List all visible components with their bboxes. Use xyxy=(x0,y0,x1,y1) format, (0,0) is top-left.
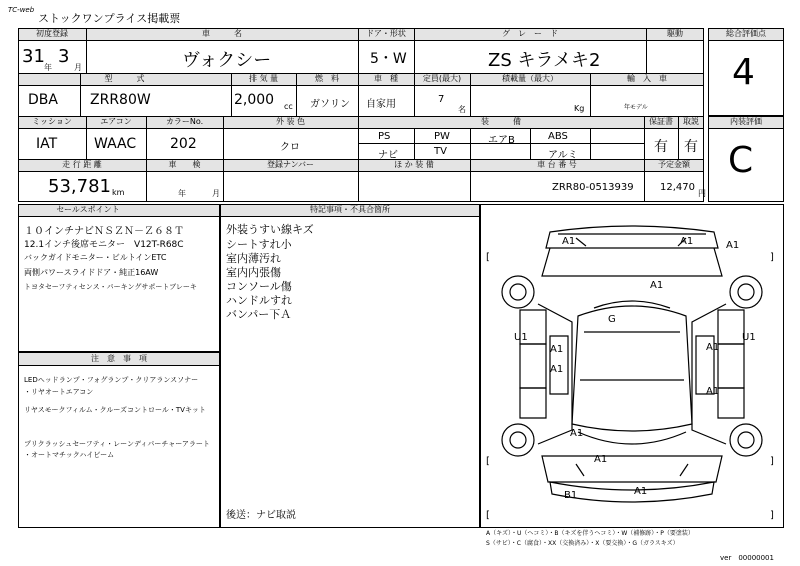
sales-point-title: セールスポイント xyxy=(56,205,120,214)
special-line: 室内内張傷 xyxy=(226,266,281,279)
special-line: 外装うすい線キズ xyxy=(226,223,314,236)
equip-pw: PW xyxy=(434,131,450,142)
aircon-value: WAAC xyxy=(94,136,137,152)
notes-line: ・リヤオートエアコン xyxy=(24,388,94,396)
car-damage-diagram xyxy=(480,204,784,528)
label-other-equip: ほ か 装 備 xyxy=(394,160,434,169)
damage-mark: A1 xyxy=(650,280,664,291)
damage-mark: A1 xyxy=(706,342,720,353)
manual-value: 有 xyxy=(684,139,698,155)
damage-mark: A1 xyxy=(706,386,720,397)
notes-line: リヤスモークフィルム・クルーズコントロール・TVキット xyxy=(24,406,206,414)
label-doors: ドア・形状 xyxy=(366,29,406,38)
import-unit: 年モデル xyxy=(624,104,648,111)
label-mission: ミッション xyxy=(32,117,72,126)
mileage-value: 53,781 xyxy=(48,176,111,197)
version-label: ver 00000001 xyxy=(720,554,774,562)
logo: TC-web xyxy=(8,6,35,14)
capacity-unit: 名 xyxy=(458,105,466,114)
equip-alloy: アルミ xyxy=(548,150,578,161)
damage-mark: A1 xyxy=(634,486,648,497)
bracket-mark: [ xyxy=(486,252,490,263)
damage-mark: U1 xyxy=(514,332,528,343)
label-import: 輸 入 車 xyxy=(627,74,667,83)
equip-navi: ナビ xyxy=(378,150,398,161)
damage-mark: G xyxy=(608,314,616,325)
doors-value: 5・W xyxy=(370,51,407,67)
label-aircon: エアコン xyxy=(100,117,132,126)
damage-mark: B1 xyxy=(564,490,578,501)
equip-abs: ABS xyxy=(548,131,568,142)
price-value: 12,470 xyxy=(660,182,695,193)
label-equipment: 装 備 xyxy=(481,117,521,126)
special-line: バンパー下Ａ xyxy=(226,308,292,321)
label-overall-score: 総合評価点 xyxy=(726,29,766,38)
page-title: ストックワンプライス掲載票 xyxy=(38,12,181,25)
label-interior-score: 内装評価 xyxy=(730,117,762,126)
special-line: コンソール傷 xyxy=(226,280,292,293)
label-fuel: 燃 料 xyxy=(315,74,339,83)
notes-line: LEDヘッドランプ・フォグランプ・クリアランスソナー xyxy=(24,376,199,384)
mission-value: IAT xyxy=(36,136,58,152)
label-price: 予定金額 xyxy=(658,160,690,169)
fuel-value: ガソリン xyxy=(310,99,350,110)
damage-mark: A1 xyxy=(550,344,564,355)
sales-line: １０インチナビＮＳＺＮ－Ｚ６８Ｔ xyxy=(24,226,184,237)
label-first-reg: 初度登録 xyxy=(36,29,68,38)
sales-line: トヨタセーフティセンス・パーキングサポートブレーキ xyxy=(24,283,197,291)
exterior-color: クロ xyxy=(280,142,300,153)
model-prefix: DBA xyxy=(28,92,58,108)
label-inspection: 車 検 xyxy=(168,160,201,169)
notes-line: プリクラッシュセーフティ・レーンディパーチャーアラート xyxy=(24,440,210,448)
overall-score: 4 xyxy=(732,52,755,93)
grade-value: ZS キラメキ2 xyxy=(488,50,601,71)
label-color-no: カラーNo. xyxy=(165,117,204,126)
damage-mark: A1 xyxy=(726,240,740,251)
equip-ps: PS xyxy=(378,131,391,142)
label-name: 車 名 xyxy=(202,29,242,38)
bracket-mark: ] xyxy=(770,252,774,263)
label-chassis: 車 台 番 号 xyxy=(537,160,577,169)
special-notes-title: 特記事項・不具合箇所 xyxy=(310,205,390,214)
special-line: ハンドルすれ xyxy=(226,294,292,307)
interior-score: C xyxy=(728,140,754,181)
label-exterior: 外 装 色 xyxy=(275,117,306,126)
special-footer: 後送：ナビ取説 xyxy=(226,510,296,521)
category-value: 自家用 xyxy=(366,99,396,110)
label-manual: 取説 xyxy=(683,117,699,126)
bracket-mark: [ xyxy=(486,510,490,521)
label-cc: 排 気 量 xyxy=(248,74,279,83)
equip-tv: TV xyxy=(434,146,447,157)
car-name: ヴォクシー xyxy=(182,50,272,71)
price-unit: 円 xyxy=(698,189,706,198)
displacement: 2,000 xyxy=(234,92,275,108)
warranty-value: 有 xyxy=(654,139,668,155)
label-grade: グ レ ー ド xyxy=(502,29,558,38)
special-line: 室内薄汚れ xyxy=(226,252,281,265)
sales-line: 12.1インチ後席モニター V12T-R68C xyxy=(24,240,184,250)
cc-unit: cc xyxy=(284,102,293,111)
bracket-mark: ] xyxy=(770,510,774,521)
mileage-unit: km xyxy=(112,188,125,197)
label-category: 車 種 xyxy=(374,74,398,83)
sales-line: バックガイドモニター・ビルトインETC xyxy=(24,253,167,262)
notes-line: ・オートマチックハイビーム xyxy=(24,451,115,459)
label-capacity: 定員(最大) xyxy=(422,74,462,83)
sales-line: 両側パワースライドドア・純正16AW xyxy=(24,268,159,277)
label-load: 積載量（最大） xyxy=(502,74,558,83)
capacity-value: 7 xyxy=(438,94,445,105)
inspection-month-unit: 月 xyxy=(212,189,220,198)
bracket-mark: ] xyxy=(770,456,774,467)
info-grid xyxy=(18,28,704,202)
notes-title: 注 意 事 項 xyxy=(91,354,147,363)
label-drive: 駆動 xyxy=(667,29,683,38)
damage-mark: A1 xyxy=(680,236,694,247)
first-reg-month: 3 xyxy=(58,46,70,67)
color-no-value: 202 xyxy=(170,136,197,152)
model-code: ZRR80W xyxy=(90,92,151,108)
legend-line-2: S（サビ）・C（腐食）・XX（交換済み）・X（要交換）・G（ガラスキズ） xyxy=(486,540,679,547)
load-unit: Kg xyxy=(574,104,585,113)
label-mileage: 走 行 距 離 xyxy=(62,160,102,169)
chassis-number: ZRR80-0513939 xyxy=(552,182,634,193)
bracket-mark: [ xyxy=(486,456,490,467)
damage-mark: A1 xyxy=(562,236,576,247)
damage-mark: U1 xyxy=(742,332,756,343)
month-unit: 月 xyxy=(74,63,82,72)
year-unit: 年 xyxy=(44,63,52,72)
first-reg-year: 31 xyxy=(22,46,45,67)
damage-mark: A1 xyxy=(570,428,584,439)
label-warranty: 保証書 xyxy=(649,117,673,126)
inspection-year-unit: 年 xyxy=(178,189,186,198)
special-line: シートすれ小 xyxy=(226,238,292,251)
equip-airbag: エアB xyxy=(488,135,515,146)
damage-mark: A1 xyxy=(550,364,564,375)
label-plate: 登録ナンバー xyxy=(266,160,315,169)
label-type: 型 式 xyxy=(104,74,145,83)
damage-mark: A1 xyxy=(594,454,608,465)
legend-line-1: A（キズ）・U（ヘコミ）・B（キズを伴うヘコミ）・W（補修跡）・P（要塗装） xyxy=(486,530,694,537)
